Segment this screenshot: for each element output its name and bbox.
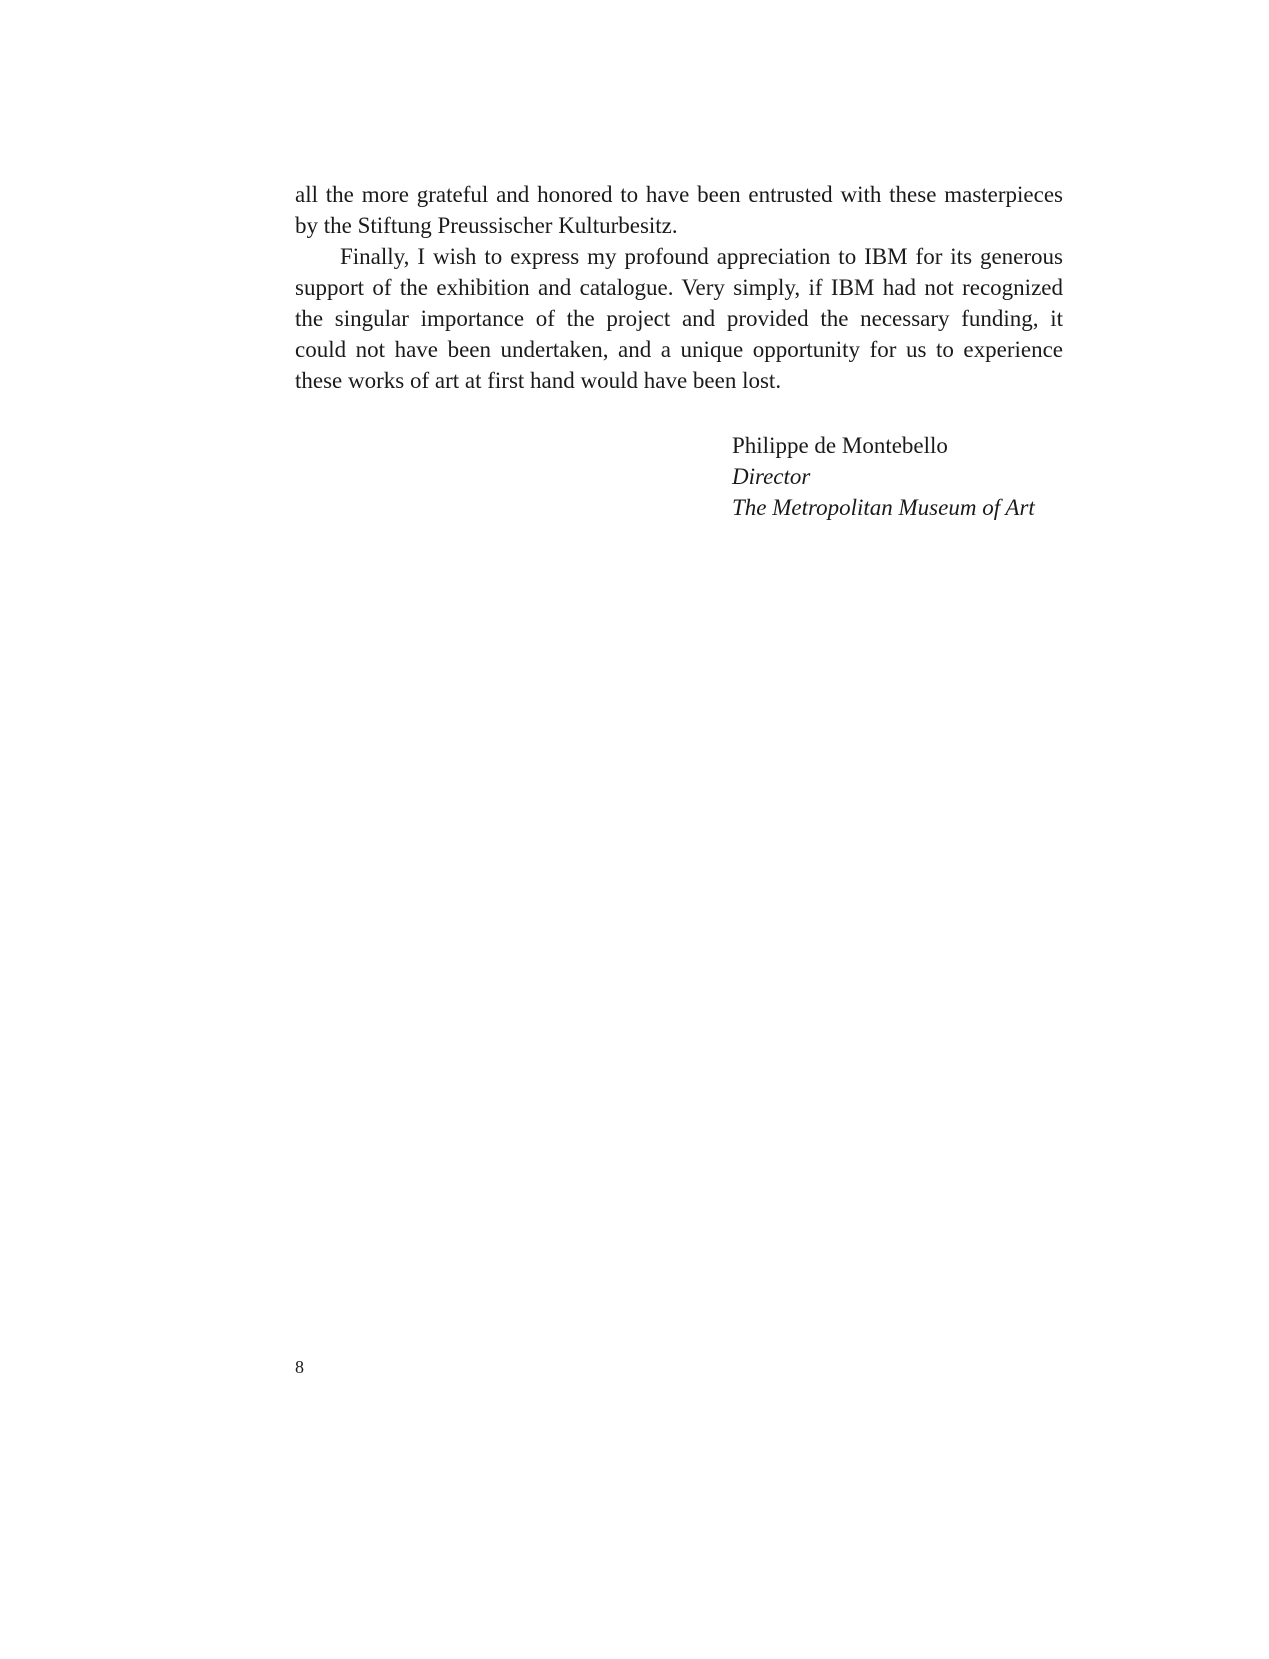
signature-block — [732, 430, 1035, 523]
body-line: the singular importance of the project and provided the necessary funding, it — [295, 306, 1063, 331]
body-text — [295, 179, 1063, 396]
body-line: all the more grateful and honored to have been entrusted with these masterpieces — [295, 182, 1063, 207]
body-line: Finally, I wish to express my profound appreciation to IBM for its generous — [340, 244, 1063, 269]
body-line: by the Stiftung Preussischer Kulturbesitz. — [295, 213, 678, 238]
signature-institution: The Metropolitan Museum of Art — [732, 495, 1035, 520]
body-line: could not have been undertaken, and a unique opportunity for us to experience — [295, 337, 1063, 362]
body-line: support of the exhibition and catalogue. Very simply, if IBM had not recognized — [295, 275, 1063, 300]
signature-title: Director — [732, 464, 811, 489]
body-line: these works of art at first hand would have been lost. — [295, 368, 782, 393]
signature-name: Philippe de Montebello — [732, 433, 948, 458]
page-number: 8 — [295, 1357, 304, 1377]
